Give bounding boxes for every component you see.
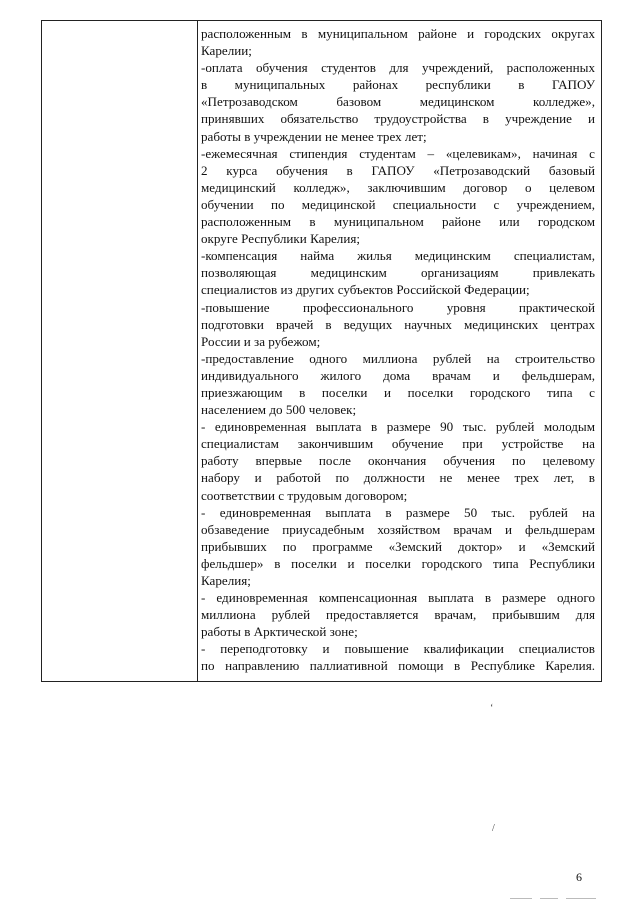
page-number: 6 [576,870,582,884]
column-divider [197,21,198,681]
text-line: соответствии с трудовым договором; [201,487,408,503]
text-line: населением до 500 человек; [201,402,357,418]
text-line: по направлению паллиативной помощи в Республике Карелия. [201,658,595,674]
scan-speck: / [492,823,495,834]
text-line: работы в Арктической зоне; [201,624,358,640]
text-line: России и за рубежом; [201,333,321,349]
text-line: -ежемесячная стипендия студентам – «целевикам», начиная с [201,145,595,161]
text-line: округе Республики Карелия; [201,231,361,247]
text-line: принявших обязательство трудоустройства в учреждение и [201,111,595,127]
text-line: работу впервые после окончания обучения по целевому [201,453,595,469]
scan-speck: ‘ [490,703,494,714]
text-line: Карелия; [201,573,251,588]
text-line: медицинский колледж», заключившим договор о целевом [201,179,595,195]
text-line: позволяющая медицинским организациям привлекать [201,265,595,281]
text-line: -повышение профессионального уровня практической [201,299,595,315]
text-line: - единовременная выплата в размере 50 тыс. рублей на [201,504,595,520]
text-line: индивидуального жилого дома врачам и фельдшерам, [201,367,595,383]
text-line: -предоставление одного миллиона рублей на строительство [201,350,595,366]
text-line: обзаведение приусадебным хозяйством врачам и фельдшерам [201,521,595,537]
text-line: фельдшер» в поселки и поселки городского типа Республики [201,555,595,571]
text-line: - единовременная компенсационная выплата в размере одного [201,590,595,606]
text-line: в муниципальных районах республики в ГАПОУ [201,77,595,93]
text-line: расположенным в муниципальном районе и городских округах [201,26,595,41]
text-line: специалистов из других субъектов Российской Федерации; [201,282,530,298]
text-line: подготовки врачей в ведущих научных медицинских центрах [201,316,595,332]
text-line: обучении по медицинской специальности с учреждением, [201,196,595,212]
text-line: «Петрозаводском базовом медицинском колледже», [201,94,595,110]
text-line: миллиона рублей предоставляется врачам, прибывшим для [201,607,595,623]
scan-edge-mark [566,898,596,899]
right-table-cell [201,25,595,675]
text-line: приезжающим в поселки и поселки городского типа с [201,384,595,400]
text-line: -оплата обучения студентов для учреждений, расположенных [201,60,595,76]
text-line: Карелии; [201,43,252,59]
document-table [41,20,602,682]
text-line: 2 курса обучения в ГАПОУ «Петрозаводский базовый [201,162,595,178]
text-line: расположенным в муниципальном районе или городском [201,214,595,230]
text-line: набору и работой по должности не менее трех лет, в [201,470,595,486]
scan-edge-mark [540,898,558,899]
left-table-cell [42,21,197,681]
text-line: - переподготовку и повышение квалификации специалистов [201,641,595,657]
text-line: -компенсация найма жилья медицинским специалистам, [201,248,595,264]
text-line: специалистам закончившим обучение при устройстве на [201,436,595,452]
text-line: прибывших по программе «Земский доктор» и «Земский [201,538,595,554]
text-line: работы в учреждении не менее трех лет; [201,128,427,144]
scan-edge-mark [510,898,532,899]
text-line: - единовременная выплата в размере 90 тыс. рублей молодым [201,419,595,435]
